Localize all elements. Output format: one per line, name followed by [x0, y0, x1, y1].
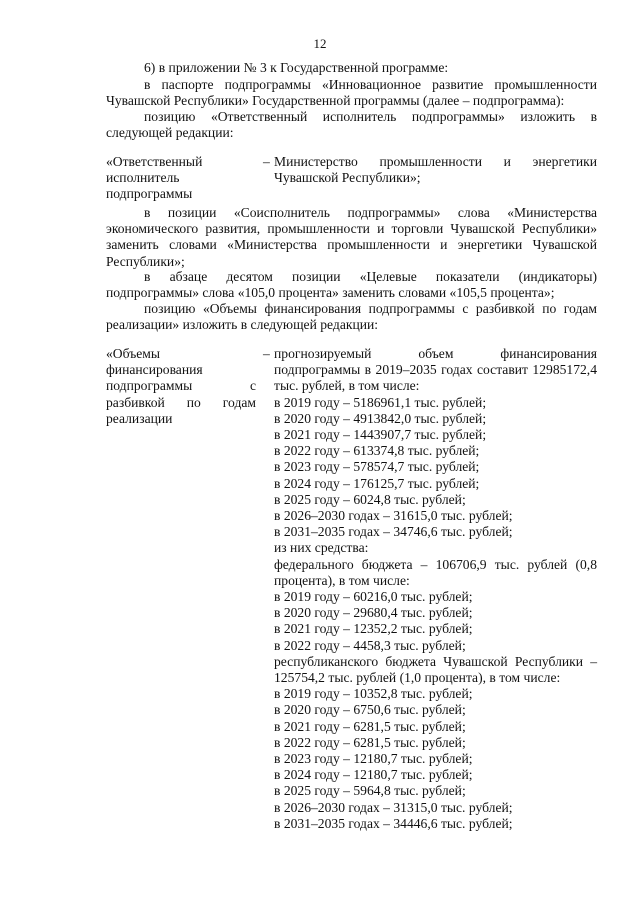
total-line: в 2020 году – 4913842,0 тыс. рублей; — [274, 410, 487, 426]
republic-line: в 2031–2035 годах – 34446,6 тыс. рублей; — [274, 815, 513, 831]
total-line: в 2019 году – 5186961,1 тыс. рублей; — [274, 394, 487, 410]
paragraph-passport: в паспорте подпрограммы «Инновационное развитие промышленности Чувашской Республики» Государственной программы (далее – подпрограмма): — [106, 77, 597, 109]
total-line: в 2023 году – 578574,7 тыс. рублей; — [274, 459, 480, 475]
total-line: в 2031–2035 годах – 34746,6 тыс. рублей; — [274, 524, 513, 540]
federal-line: в 2020 году – 29680,4 тыс. рублей; — [274, 605, 473, 621]
table2-left-cell: «Объемы финансирования подпрограммы с разбивкой по годам реализации — [106, 346, 256, 426]
total-line: в 2025 году – 6024,8 тыс. рублей; — [274, 491, 466, 507]
total-line: в 2024 году – 176125,7 тыс. рублей; — [274, 475, 480, 491]
page-number: 12 — [313, 36, 327, 51]
table1-right-cell: Министерство промышленности и энергетики Чувашской Республики»; — [274, 154, 597, 186]
paragraph-responsible-executor: позицию «Ответственный исполнитель подпрограммы» изложить в следующей редакции: — [106, 109, 597, 141]
paragraph-financing: позицию «Объемы финансирования подпрограммы с разбивкой по годам реализации» изложить в следующей редакции: — [106, 301, 597, 333]
republic-line: в 2025 году – 5964,8 тыс. рублей; — [274, 783, 466, 799]
republic-intro: республиканского бюджета Чувашской Республики – 125754,2 тыс. рублей (1,0 процента), в том числе: — [274, 653, 597, 686]
table1-left-cell: «Ответственный исполнитель подпрограммы — [106, 154, 203, 202]
paragraph-indicators: в абзаце десятом позиции «Целевые показатели (индикаторы) подпрограммы» слова «105,0 процента» заменить словами «105,5 процента»; — [106, 269, 597, 301]
federal-line: в 2022 году – 4458,3 тыс. рублей; — [274, 637, 466, 653]
paragraph-item-6: 6) в приложении № 3 к Государственной программе: — [144, 60, 449, 75]
federal-line: в 2019 году – 60216,0 тыс. рублей; — [274, 589, 473, 605]
federal-line: в 2021 году – 12352,2 тыс. рублей; — [274, 621, 473, 637]
republic-line: в 2023 году – 12180,7 тыс. рублей; — [274, 751, 473, 767]
republic-line: в 2019 году – 10352,8 тыс. рублей; — [274, 686, 473, 702]
total-line: в 2026–2030 годах – 31615,0 тыс. рублей; — [274, 508, 513, 524]
paragraph-co-executor: в позиции «Соисполнитель подпрограммы» слова «Министерства экономического развития, промышленности и торговли Чувашской Республики» заменить словами «Министерства промышленности и энергетики Чувашской Республики»; — [106, 205, 597, 269]
from-them-label: из них средства: — [274, 540, 369, 556]
republic-line: в 2022 году – 6281,5 тыс. рублей; — [274, 734, 466, 750]
republic-line: в 2026–2030 годах – 31315,0 тыс. рублей; — [274, 799, 513, 815]
table1-dash: – — [263, 154, 270, 169]
republic-line: в 2021 году – 6281,5 тыс. рублей; — [274, 718, 466, 734]
table2-dash: – — [263, 346, 270, 361]
republic-line: в 2024 году – 12180,7 тыс. рублей; — [274, 767, 473, 783]
financing-intro: прогнозируемый объем финансирования подпрограммы в 2019–2035 годах составит 12985172,4 тыс. рублей, в том числе: — [274, 346, 597, 394]
total-line: в 2022 году – 613374,8 тыс. рублей; — [274, 443, 480, 459]
table2-right-cell — [274, 346, 597, 832]
federal-intro: федерального бюджета – 106706,9 тыс. рублей (0,8 процента), в том числе: — [274, 556, 597, 588]
total-line: в 2021 году – 1443907,7 тыс. рублей; — [274, 427, 487, 443]
republic-line: в 2020 году – 6750,6 тыс. рублей; — [274, 702, 466, 718]
